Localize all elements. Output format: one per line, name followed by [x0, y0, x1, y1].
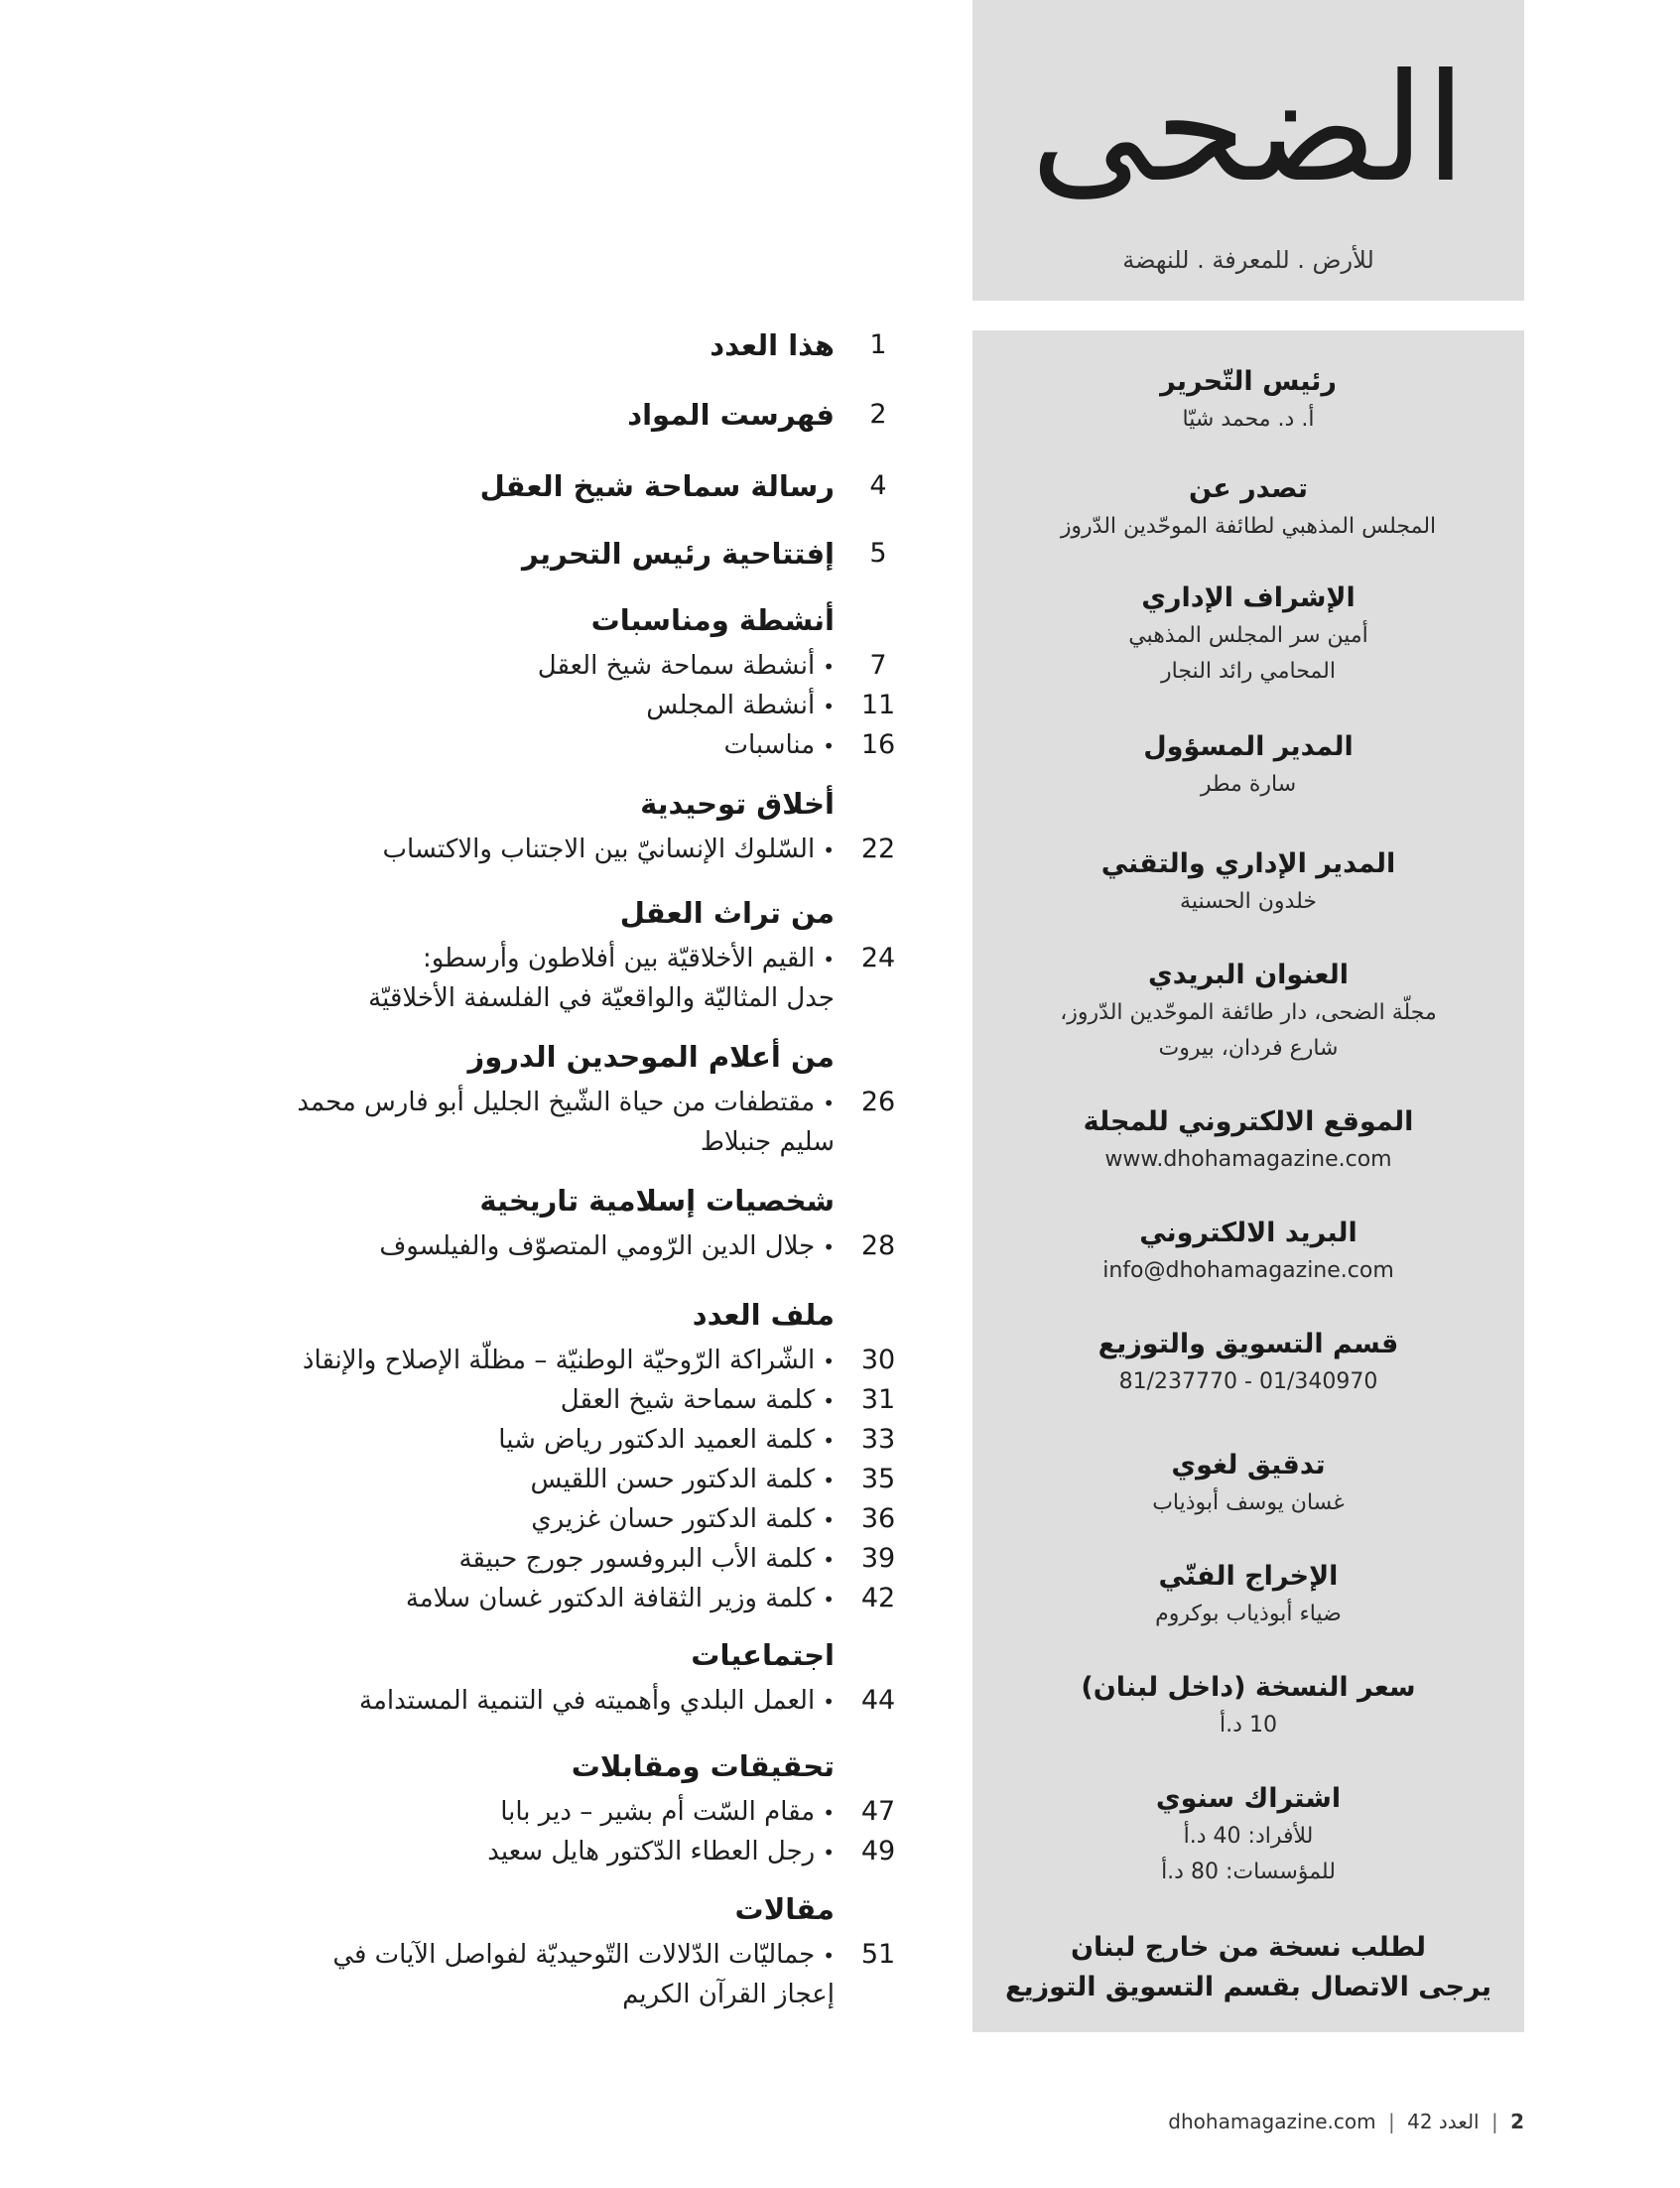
issue-number: العدد 42	[1407, 2110, 1480, 2133]
toc-entry-title	[140, 1635, 835, 1675]
page-number-label: 39	[860, 1543, 896, 1574]
toc-entry-text: كلمة الدكتور حسان غزيري	[531, 1504, 816, 1534]
bullet-icon: •	[823, 734, 835, 758]
toc-item	[0, 1501, 933, 1545]
page-number-label: 4	[869, 470, 887, 501]
page-number-label: 28	[860, 1230, 896, 1261]
credit-block	[972, 1446, 1524, 1521]
toc-item	[0, 727, 933, 771]
credit-value: شارع فردان، بيروت	[1158, 1036, 1339, 1061]
toc-entry-title	[140, 395, 835, 435]
masthead	[972, 0, 1524, 301]
toc-item	[0, 688, 933, 731]
page-number-label: 47	[860, 1796, 896, 1827]
toc-item	[0, 832, 933, 875]
toc-entry-text: رسالة سماحة شيخ العقل	[479, 469, 835, 503]
toc-entry-title	[140, 466, 835, 506]
page-number-label: 7	[869, 650, 887, 681]
bullet-icon: •	[823, 1841, 835, 1865]
toc-entry-text: شخصيات إسلامية تاريخية	[479, 1184, 835, 1218]
credit-block	[972, 579, 1524, 690]
toc-section-heading	[0, 1037, 933, 1081]
toc-entry-text: من تراث العقل	[619, 896, 835, 930]
toc-entry-title	[140, 727, 835, 764]
credit-title: الإخراج الفنّي	[1158, 1561, 1339, 1592]
credit-title: البريد الالكتروني	[1139, 1218, 1357, 1248]
toc-entry-text: رجل العطاء الدّكتور هايل سعيد	[487, 1837, 816, 1866]
credit-value: خلدون الحسنية	[1180, 889, 1317, 914]
toc-entry-text: كلمة وزير الثقافة الدكتور غسان سلامة	[405, 1584, 816, 1613]
page-number-label: 51	[860, 1939, 896, 1970]
toc-entry-text: جماليّات الدّلالات التّوحيديّة لفواصل الآيات في	[332, 1940, 816, 1970]
toc-entry-text: سليم جنبلاط	[700, 1127, 835, 1157]
bullet-icon: •	[823, 1350, 835, 1373]
toc-entry-title	[140, 1501, 835, 1538]
toc-entry-title	[140, 1683, 835, 1720]
credit-block	[972, 469, 1524, 545]
toc-entry-title	[140, 1834, 835, 1870]
toc-entry-text: جدل المثاليّة والواقعيّة في الفلسفة الأخلاقيّة	[368, 983, 835, 1013]
page-number: 2	[1510, 2110, 1524, 2133]
toc-entry-title	[140, 1382, 835, 1419]
toc-section-heading	[0, 1181, 933, 1224]
toc-item	[0, 941, 933, 984]
credit-title: اشتراك سنوي	[1155, 1783, 1342, 1814]
footer-separator: |	[1490, 2110, 1498, 2133]
credit-value: 10 د.أ	[1220, 1713, 1277, 1738]
toc-entry-text: فهرست المواد	[627, 398, 835, 432]
toc-entry-text: أخلاق توحيدية	[640, 787, 835, 821]
toc-entry-text: إفتتاحية رئيس التحرير	[522, 537, 835, 571]
toc-entry-title	[140, 1295, 835, 1335]
toc-item	[0, 1228, 933, 1272]
page-number-label: 33	[860, 1424, 896, 1455]
toc-entry-title	[140, 1124, 835, 1160]
toc-entry-title	[140, 1581, 835, 1617]
toc-entry-title	[140, 1889, 835, 1929]
footer-separator: |	[1387, 2110, 1395, 2133]
credit-block	[972, 727, 1524, 803]
bullet-icon: •	[823, 695, 835, 718]
toc-entry-text: تحقيقات ومقابلات	[571, 1749, 835, 1783]
credit-value: المجلس المذهبي لطائفة الموحّدين الدّروز	[1060, 514, 1437, 539]
toc-entry-title	[140, 941, 835, 977]
credit-block	[972, 1102, 1524, 1178]
toc-entry-text: جلال الدين الرّومي المتصوّف والفيلسوف	[379, 1231, 816, 1261]
toc-entry-text: أنشطة سماحة شيخ العقل	[537, 651, 816, 681]
toc-entry-title	[140, 688, 835, 724]
toc-entry-title	[140, 1343, 835, 1379]
bullet-icon: •	[823, 1092, 835, 1115]
page-number-label: 22	[860, 834, 896, 864]
toc-entry-title	[140, 600, 835, 640]
bullet-icon: •	[823, 1429, 835, 1453]
toc-entry-text: العمل البلدي وأهميته في التنمية المستدامة	[359, 1686, 816, 1716]
toc-section-heading	[0, 1635, 933, 1679]
toc-entry-title	[140, 1977, 835, 2012]
page-footer	[1168, 2110, 1524, 2133]
toc-entry-title	[140, 1085, 835, 1121]
credit-title: سعر النسخة (داخل لبنان)	[1081, 1672, 1416, 1703]
toc-entry-text: كلمة الدكتور حسن اللقيس	[530, 1465, 816, 1494]
bullet-icon: •	[823, 1389, 835, 1413]
credit-value: للمؤسسات: 80 د.أ	[1161, 1860, 1336, 1884]
credit-value: أمين سر المجلس المذهبي	[1128, 623, 1368, 648]
toc-entry-title	[140, 1037, 835, 1077]
toc-item	[0, 1834, 933, 1877]
tagline: للأرض . للمعرفة . للنهضة	[1122, 246, 1374, 274]
credit-title: المدير الإداري والتقني	[1100, 848, 1396, 879]
credit-title: المدير المسؤول	[1143, 731, 1354, 762]
toc-section-heading	[0, 1746, 933, 1790]
toc-item	[0, 1422, 933, 1466]
credit-title: تصدر عن	[1188, 473, 1309, 504]
toc-entry-text: مقام السّت أم بشير – دير بابا	[500, 1797, 816, 1827]
bullet-icon: •	[823, 1588, 835, 1611]
credit-title: تدقيق لغوي	[1171, 1450, 1326, 1480]
credit-block	[972, 1325, 1524, 1400]
bullet-icon: •	[823, 1944, 835, 1968]
toc-item	[0, 1343, 933, 1386]
toc-entry-title	[140, 534, 835, 574]
toc-entry-title	[140, 1937, 835, 1974]
credit-block	[972, 844, 1524, 920]
toc-entry-text: أنشطة المجلس	[646, 691, 816, 720]
toc-entry-text: كلمة سماحة شيخ العقل	[560, 1385, 816, 1415]
page-number-label: 36	[860, 1503, 896, 1534]
website-link[interactable]: dhohamagazine.com	[1168, 2110, 1376, 2133]
toc-item	[0, 1977, 933, 2020]
page-number-label: 16	[860, 729, 896, 760]
toc-entry-text: من أعلام الموحدين الدروز	[467, 1040, 835, 1074]
page-number-label: 35	[860, 1464, 896, 1494]
toc-entry-text: الشّراكة الرّوحيّة الوطنيّة – مظلّة الإصلاح والإنقاذ	[302, 1346, 816, 1375]
page-number-label: 1	[869, 329, 887, 360]
page-number-label: 30	[860, 1345, 896, 1375]
toc-entry-title	[140, 980, 835, 1016]
page-number-label: 42	[860, 1583, 896, 1613]
page-number-label: 5	[869, 538, 887, 569]
toc-item	[0, 1085, 933, 1128]
credit-value: مجلّة الضحى، دار طائفة الموحّدين الدّروز،	[1060, 1000, 1437, 1025]
toc-item	[0, 1581, 933, 1624]
toc-item	[0, 1937, 933, 1981]
bullet-icon: •	[823, 838, 835, 862]
credit-block	[972, 1668, 1524, 1743]
credit-title: رئيس التّحرير	[1160, 366, 1337, 397]
toc-entry-text: مقالات	[734, 1892, 835, 1926]
toc-section-heading	[0, 600, 933, 644]
page-number-label: 26	[860, 1087, 896, 1117]
credit-value[interactable]: info@dhohamagazine.com	[1102, 1258, 1394, 1283]
page-number-label: 49	[860, 1836, 896, 1866]
bullet-icon: •	[823, 1235, 835, 1259]
toc-entry-title	[140, 1746, 835, 1786]
toc-entry-title	[140, 1228, 835, 1265]
toc-entry-title	[140, 325, 835, 365]
toc-item	[0, 1541, 933, 1585]
toc-entry-text: هذا العدد	[710, 328, 835, 362]
toc-entry-text: كلمة الأب البروفسور جورج حبيقة	[458, 1544, 816, 1574]
credit-block	[972, 1557, 1524, 1632]
toc-entry-title	[140, 784, 835, 824]
toc-item	[0, 980, 933, 1024]
toc-entry-text: السّلوك الإنسانيّ بين الاجتناب والاكتساب	[382, 835, 816, 864]
credit-block	[972, 1779, 1524, 1890]
toc-item	[0, 1382, 933, 1426]
page-number-label: 24	[860, 943, 896, 973]
toc-entry-text: مناسبات	[723, 730, 816, 760]
credit-value: أ. د. محمد شيّا	[1182, 407, 1315, 432]
page-number-label: 2	[869, 399, 887, 430]
toc-item	[0, 1124, 933, 1168]
page-number-label: 11	[860, 690, 896, 720]
toc-entry-title	[140, 893, 835, 933]
credit-value: لطلب نسخة من خارج لبنان	[1070, 1932, 1427, 1963]
credit-title: قسم التسويق والتوزيع	[1098, 1329, 1399, 1359]
toc-section-heading	[0, 1295, 933, 1339]
toc-section-heading	[0, 1889, 933, 1933]
toc-main-entry	[0, 466, 933, 510]
toc-entry-title	[140, 1462, 835, 1498]
credit-block	[972, 956, 1524, 1067]
credit-value[interactable]: www.dhohamagazine.com	[1104, 1147, 1392, 1172]
magazine-logo: الضحى	[1030, 43, 1467, 215]
toc-entry-text: القيم الأخلاقيّة بين أفلاطون وأرسطو:	[422, 944, 816, 973]
toc-main-entry	[0, 534, 933, 578]
toc-entry-title	[140, 1181, 835, 1221]
toc-entry-text: أنشطة ومناسبات	[590, 603, 835, 637]
toc-item	[0, 1794, 933, 1838]
toc-entry-text: ملف العدد	[692, 1298, 835, 1332]
toc-entry-title	[140, 1794, 835, 1831]
credit-block	[972, 1214, 1524, 1289]
credit-title: الموقع الالكتروني للمجلة	[1083, 1106, 1414, 1137]
credit-block	[972, 362, 1524, 438]
toc-entry-title	[140, 1541, 835, 1578]
toc-entry-text: اجتماعيات	[691, 1638, 835, 1672]
toc-entry-title	[140, 832, 835, 868]
toc-item	[0, 1683, 933, 1727]
bullet-icon: •	[823, 1690, 835, 1714]
credit-block	[972, 1928, 1524, 2007]
credit-value: ضياء أبوذياب بوكروم	[1155, 1602, 1342, 1626]
credit-value: للأفراد: 40 د.أ	[1183, 1824, 1314, 1849]
credits-panel	[972, 330, 1524, 2032]
toc-entry-text: مقتطفات من حياة الشّيخ الجليل أبو فارس محمد	[297, 1088, 816, 1117]
toc-item	[0, 1462, 933, 1505]
toc-section-heading	[0, 784, 933, 828]
toc-entry-text: إعجاز القرآن الكريم	[622, 1980, 835, 2009]
credit-value: سارة مطر	[1200, 772, 1297, 797]
toc-entry-title	[140, 1422, 835, 1459]
toc-main-entry	[0, 395, 933, 439]
toc-entry-text: كلمة العميد الدكتور رياض شيا	[498, 1425, 816, 1455]
credit-title: العنوان البريدي	[1148, 960, 1349, 990]
credit-value: 81/237770 - 01/340970	[1118, 1369, 1378, 1394]
toc-entry-title	[140, 648, 835, 685]
bullet-icon: •	[823, 1469, 835, 1492]
bullet-icon: •	[823, 1548, 835, 1572]
toc-section-heading	[0, 893, 933, 937]
toc-main-entry	[0, 325, 933, 369]
credit-title: الإشراف الإداري	[1141, 582, 1356, 613]
bullet-icon: •	[823, 1801, 835, 1825]
credit-value: يرجى الاتصال بقسم التسويق التوزيع	[1005, 1972, 1491, 2002]
page-number-label: 44	[860, 1685, 896, 1716]
credit-value: المحامي رائد النجار	[1161, 659, 1336, 684]
bullet-icon: •	[823, 948, 835, 971]
credit-value: غسان يوسف أبوذياب	[1152, 1490, 1345, 1515]
page-number-label: 31	[860, 1384, 896, 1415]
bullet-icon: •	[823, 1508, 835, 1532]
bullet-icon: •	[823, 655, 835, 679]
toc-item	[0, 648, 933, 692]
